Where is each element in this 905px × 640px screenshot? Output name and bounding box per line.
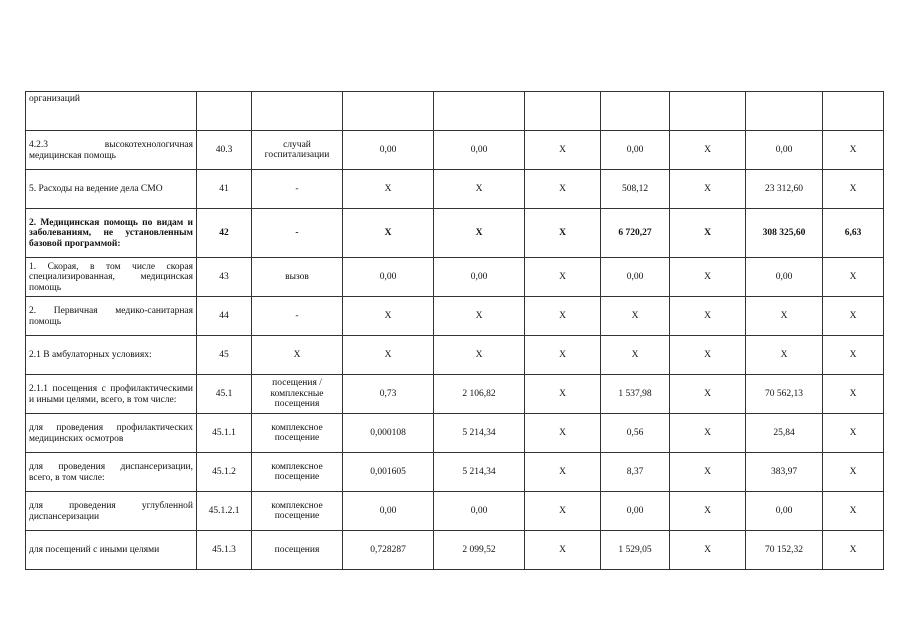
- row-code-cell: [197, 92, 252, 131]
- row-code-cell: 45.1.3: [197, 531, 252, 570]
- row-unit-cell: случай госпитализации: [252, 131, 343, 170]
- value-cell: [434, 92, 525, 131]
- value-cell: 23 312,60: [746, 170, 823, 209]
- value-cell: 0,56: [601, 414, 670, 453]
- value-cell: 6 720,27: [601, 209, 670, 258]
- value-cell: X: [525, 492, 601, 531]
- row-unit-cell: -: [252, 297, 343, 336]
- value-cell: X: [525, 336, 601, 375]
- value-cell: [823, 92, 884, 131]
- table-row: [26, 209, 884, 258]
- value-cell: 2 099,52: [434, 531, 525, 570]
- row-code-cell: 45: [197, 336, 252, 375]
- row-unit-cell: -: [252, 170, 343, 209]
- value-cell: [343, 92, 434, 131]
- row-unit-cell: X: [252, 336, 343, 375]
- value-cell: X: [823, 375, 884, 414]
- value-cell: X: [343, 209, 434, 258]
- value-cell: 0,00: [434, 131, 525, 170]
- row-unit-cell: -: [252, 209, 343, 258]
- row-name-cell: организаций: [26, 92, 197, 131]
- value-cell: X: [525, 453, 601, 492]
- value-cell: X: [670, 297, 746, 336]
- row-unit-cell: [252, 92, 343, 131]
- row-name-cell: 2.1 В амбулаторных условиях:: [26, 336, 197, 375]
- value-cell: X: [670, 170, 746, 209]
- value-cell: 0,728287: [343, 531, 434, 570]
- value-cell: X: [823, 131, 884, 170]
- value-cell: 0,00: [434, 492, 525, 531]
- value-cell: X: [434, 170, 525, 209]
- row-code-cell: 44: [197, 297, 252, 336]
- value-cell: 1 537,98: [601, 375, 670, 414]
- value-cell: X: [823, 453, 884, 492]
- row-code-cell: 45.1.2.1: [197, 492, 252, 531]
- value-cell: X: [343, 297, 434, 336]
- value-cell: X: [823, 531, 884, 570]
- value-cell: 2 106,82: [434, 375, 525, 414]
- value-cell: 508,12: [601, 170, 670, 209]
- table-row: [26, 170, 884, 209]
- value-cell: X: [670, 258, 746, 297]
- table-row: [26, 336, 884, 375]
- value-cell: 308 325,60: [746, 209, 823, 258]
- table-row: [26, 375, 884, 414]
- value-cell: X: [823, 170, 884, 209]
- value-cell: X: [670, 492, 746, 531]
- value-cell: [601, 92, 670, 131]
- value-cell: [525, 92, 601, 131]
- value-cell: X: [525, 531, 601, 570]
- value-cell: 0,00: [343, 131, 434, 170]
- table-row: [26, 531, 884, 570]
- value-cell: X: [525, 414, 601, 453]
- value-cell: X: [823, 492, 884, 531]
- value-cell: 6,63: [823, 209, 884, 258]
- value-cell: X: [601, 336, 670, 375]
- value-cell: X: [670, 531, 746, 570]
- value-cell: X: [525, 131, 601, 170]
- row-name-cell: для проведения углубленной диспансеризации: [26, 492, 197, 531]
- value-cell: 25,84: [746, 414, 823, 453]
- row-unit-cell: посещения: [252, 531, 343, 570]
- value-cell: 5 214,34: [434, 453, 525, 492]
- row-name-cell: для проведения профилактических медицинских осмотров: [26, 414, 197, 453]
- value-cell: X: [823, 336, 884, 375]
- table-row: [26, 258, 884, 297]
- value-cell: X: [525, 170, 601, 209]
- value-cell: X: [434, 336, 525, 375]
- value-cell: 70 152,32: [746, 531, 823, 570]
- row-code-cell: 41: [197, 170, 252, 209]
- value-cell: X: [343, 336, 434, 375]
- row-unit-cell: комплексное посещение: [252, 453, 343, 492]
- value-cell: X: [525, 209, 601, 258]
- value-cell: 1 529,05: [601, 531, 670, 570]
- value-cell: 0,000108: [343, 414, 434, 453]
- value-cell: 383,97: [746, 453, 823, 492]
- value-cell: 0,00: [601, 492, 670, 531]
- value-cell: 0,00: [343, 492, 434, 531]
- value-cell: X: [746, 336, 823, 375]
- row-code-cell: 45.1.2: [197, 453, 252, 492]
- value-cell: 0,001605: [343, 453, 434, 492]
- table-row: [26, 453, 884, 492]
- row-unit-cell: вызов: [252, 258, 343, 297]
- table-row: [26, 131, 884, 170]
- value-cell: 0,73: [343, 375, 434, 414]
- row-name-cell: 4.2.3 высокотехнологичная медицинская помощь: [26, 131, 197, 170]
- value-cell: 0,00: [343, 258, 434, 297]
- row-name-cell: для проведения диспансеризации, всего, в том числе:: [26, 453, 197, 492]
- value-cell: X: [746, 297, 823, 336]
- tariff-table: [25, 91, 884, 570]
- value-cell: X: [670, 336, 746, 375]
- table-row: [26, 92, 884, 131]
- value-cell: [670, 92, 746, 131]
- row-unit-cell: комплексное посещение: [252, 492, 343, 531]
- value-cell: 70 562,13: [746, 375, 823, 414]
- table-row: [26, 297, 884, 336]
- value-cell: X: [525, 297, 601, 336]
- value-cell: X: [601, 297, 670, 336]
- value-cell: X: [823, 297, 884, 336]
- value-cell: 0,00: [746, 258, 823, 297]
- value-cell: X: [525, 375, 601, 414]
- value-cell: 0,00: [746, 131, 823, 170]
- row-name-cell: для посещений с иными целями: [26, 531, 197, 570]
- value-cell: X: [823, 414, 884, 453]
- row-code-cell: 45.1.1: [197, 414, 252, 453]
- row-name-cell: 1. Скорая, в том числе скорая специализированная, медицинская помощь: [26, 258, 197, 297]
- row-name-cell: 2. Медицинская помощь по видам и заболеваниям, не установленным базовой программой:: [26, 209, 197, 258]
- row-code-cell: 45.1: [197, 375, 252, 414]
- value-cell: 8,37: [601, 453, 670, 492]
- value-cell: X: [525, 258, 601, 297]
- value-cell: X: [670, 209, 746, 258]
- value-cell: X: [670, 375, 746, 414]
- row-code-cell: 43: [197, 258, 252, 297]
- table-row: [26, 414, 884, 453]
- table-row: [26, 492, 884, 531]
- value-cell: X: [670, 453, 746, 492]
- value-cell: 0,00: [434, 258, 525, 297]
- value-cell: 0,00: [601, 131, 670, 170]
- row-name-cell: 2.1.1 посещения с профилактическими и иными целями, всего, в том числе:: [26, 375, 197, 414]
- row-name-cell: 2. Первичная медико-санитарная помощь: [26, 297, 197, 336]
- value-cell: X: [823, 258, 884, 297]
- value-cell: 0,00: [746, 492, 823, 531]
- row-unit-cell: комплексное посещение: [252, 414, 343, 453]
- row-code-cell: 40.3: [197, 131, 252, 170]
- row-code-cell: 42: [197, 209, 252, 258]
- value-cell: [746, 92, 823, 131]
- value-cell: X: [670, 414, 746, 453]
- value-cell: X: [670, 131, 746, 170]
- value-cell: X: [434, 297, 525, 336]
- row-unit-cell: посещения / комплексные посещения: [252, 375, 343, 414]
- value-cell: 5 214,34: [434, 414, 525, 453]
- value-cell: X: [343, 170, 434, 209]
- row-name-cell: 5. Расходы на ведение дела СМО: [26, 170, 197, 209]
- value-cell: X: [434, 209, 525, 258]
- value-cell: 0,00: [601, 258, 670, 297]
